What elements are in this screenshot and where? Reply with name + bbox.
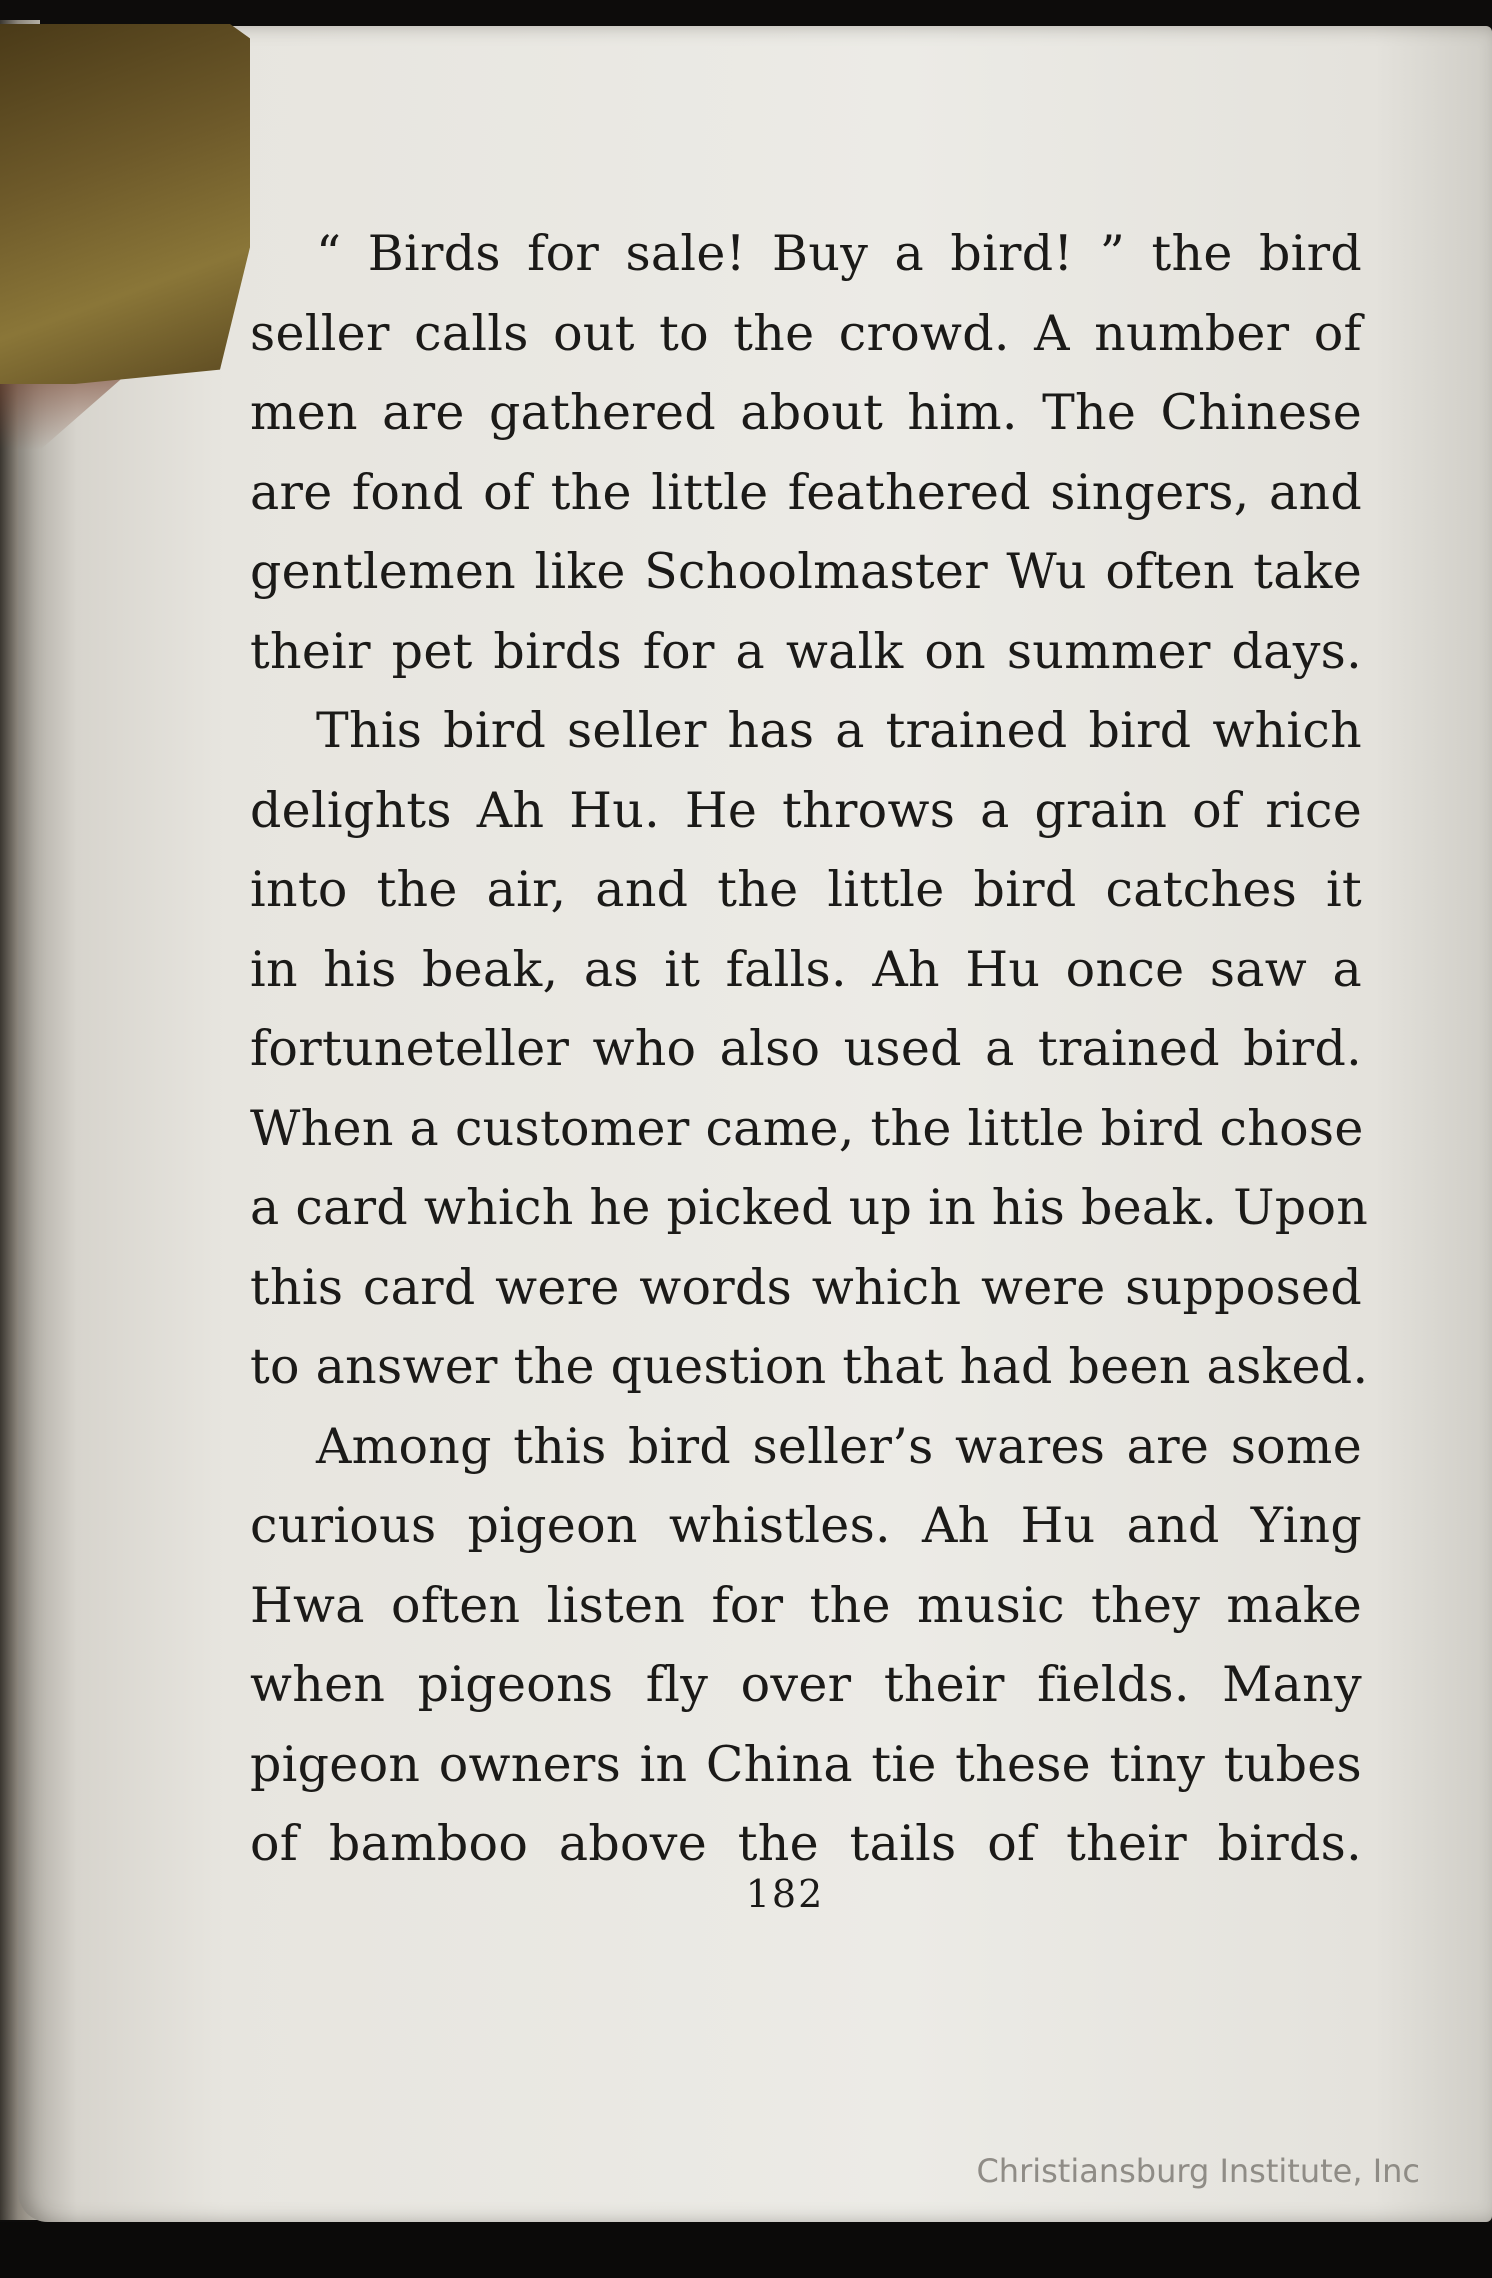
text-line: fortuneteller who also used a trained bird. bbox=[250, 1020, 1362, 1077]
text-line: this card were words which were supposed bbox=[250, 1258, 1362, 1316]
text-line: are fond of the little feathered singers, and bbox=[250, 463, 1362, 521]
text-line: curious pigeon whistles. Ah Hu and Ying bbox=[250, 1497, 1362, 1554]
text-line: delights Ah Hu. He throws a grain of rice bbox=[250, 781, 1362, 839]
watermark: Christiansburg Institute, Inc bbox=[976, 2152, 1420, 2190]
text-line: a card which he picked up in his beak. Upon bbox=[250, 1179, 1369, 1236]
text-line: This bird seller has a trained bird which bbox=[316, 702, 1362, 759]
text-line: their pet birds for a walk on summer days. bbox=[250, 622, 1362, 680]
text-line: in his beak, as it falls. Ah Hu once saw a bbox=[250, 940, 1362, 998]
text-line: gentlemen like Schoolmaster Wu often take bbox=[250, 543, 1362, 600]
text-line: into the air, and the little bird catches it bbox=[250, 861, 1362, 918]
page-body-text bbox=[250, 214, 1369, 1884]
text-line: pigeon owners in China tie these tiny tubes bbox=[250, 1735, 1362, 1793]
bookmark-ribbon bbox=[0, 24, 250, 384]
page-number: 182 bbox=[745, 1872, 825, 1916]
text-line: when pigeons fly over their fields. Many bbox=[250, 1656, 1362, 1713]
text-line: of bamboo above the tails of their birds. bbox=[250, 1815, 1362, 1872]
text-line: Hwa often listen for the music they make bbox=[250, 1576, 1362, 1634]
text-line: When a customer came, the little bird chose bbox=[250, 1099, 1364, 1157]
text-line: Among this bird seller’s wares are some bbox=[316, 1417, 1362, 1475]
background-edge bbox=[0, 2222, 1492, 2278]
text-line: to answer the question that had been asked. bbox=[250, 1338, 1369, 1395]
text-line: seller calls out to the crowd. A number of bbox=[250, 304, 1362, 362]
text-line: “ Birds for sale! Buy a bird! ” the bird bbox=[316, 225, 1362, 282]
text-line: men are gathered about him. The Chinese bbox=[250, 384, 1362, 441]
